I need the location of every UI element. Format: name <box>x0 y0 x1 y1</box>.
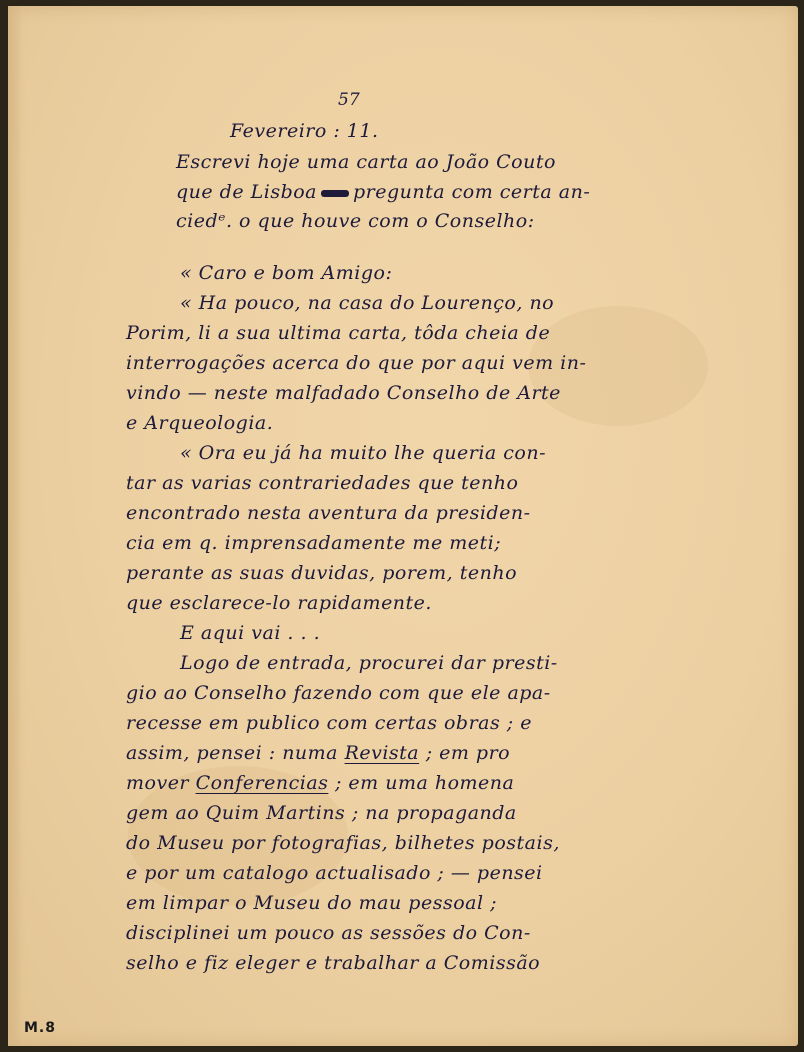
text-line: selho e fiz eleger e trabalhar a Comissão <box>126 952 541 974</box>
text-fragment: assim, pensei : numa <box>126 742 339 764</box>
text-line: que esclarece-lo rapidamente. <box>126 592 432 614</box>
text-line <box>126 772 514 794</box>
text-line: encontrado nesta aventura da presiden- <box>126 502 531 524</box>
text-line: « Ha pouco, na casa do Lourenço, no <box>180 292 555 314</box>
text-line <box>176 181 590 203</box>
text-line: gem ao Quim Martins ; na propaganda <box>126 802 517 824</box>
text-line: ciedᵉ. o que houve com o Conselho: <box>176 210 535 232</box>
date-heading: Fevereiro : 11. <box>230 120 379 142</box>
text-line: recesse em publico com certas obras ; e <box>126 712 532 734</box>
text-line: do Museu por fotografias, bilhetes postais, <box>126 832 560 854</box>
text-line: interrogações acerca do que por aqui vem in- <box>126 352 587 374</box>
crossed-out-word <box>321 190 349 197</box>
text-fragment: ; em pro <box>425 742 511 764</box>
text-fragment: pregunta com certa an- <box>353 181 591 203</box>
text-line <box>126 742 510 764</box>
text-line: cia em q. imprensadamente me meti; <box>126 532 502 554</box>
text-line: em limpar o Museu do mau pessoal ; <box>126 892 497 914</box>
text-line: Logo de entrada, procurei dar presti- <box>180 652 558 674</box>
text-fragment: que de Lisboa <box>176 181 318 203</box>
manuscript-page <box>8 6 798 1046</box>
archive-mark: M.8 <box>24 1020 56 1036</box>
salutation-line: « Caro e bom Amigo: <box>180 262 393 284</box>
text-line: tar as varias contrariedades que tenho <box>126 472 519 494</box>
text-line: Porim, li a sua ultima carta, tôda cheia de <box>126 322 551 344</box>
text-line: Escrevi hoje uma carta ao João Couto <box>176 151 556 173</box>
text-fragment: mover <box>126 772 190 794</box>
text-line: e Arqueologia. <box>126 412 274 434</box>
text-line: perante as suas duvidas, porem, tenho <box>126 562 518 584</box>
binding-edge <box>8 6 22 1046</box>
text-line: E aqui vai . . . <box>180 622 321 644</box>
text-line: « Ora eu já ha muito lhe queria con- <box>180 442 547 464</box>
underlined-word: Revista <box>344 742 420 764</box>
text-line: vindo — neste malfadado Conselho de Arte <box>126 382 561 404</box>
page-number: 57 <box>338 90 360 110</box>
text-line: gio ao Conselho fazendo com que ele apa- <box>126 682 551 704</box>
underlined-word: Conferencias <box>195 772 329 794</box>
text-line: disciplinei um pouco as sessões do Con- <box>126 922 531 944</box>
text-fragment: ; em uma homena <box>334 772 515 794</box>
text-line: e por um catalogo actualisado ; — pensei <box>126 862 543 884</box>
